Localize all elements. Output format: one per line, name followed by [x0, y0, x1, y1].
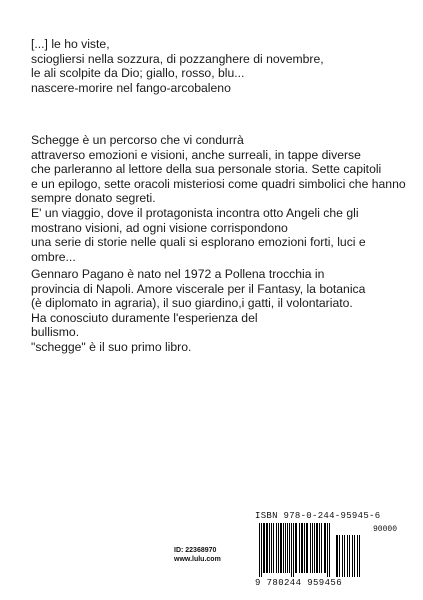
- synopsis-line: che parleranno al lettore della sua personale storia. Sette capitoli: [31, 162, 382, 177]
- barcode-bar: [316, 523, 318, 573]
- synopsis-line: Schegge è un percorso che vi condurrà: [31, 133, 244, 147]
- barcode-bar: [287, 523, 288, 573]
- synopsis-line: una serie di storie nelle quali si esplorano emozioni forti, luci e: [31, 235, 366, 250]
- barcode-bar: [321, 523, 322, 573]
- author-bio: [31, 267, 401, 355]
- barcode-bar: [283, 523, 284, 573]
- isbn-barcode: [255, 511, 413, 591]
- synopsis-line: E' un viaggio, dove il protagonista incontra otto Angeli che gli: [31, 205, 359, 220]
- publisher-badge: [174, 546, 244, 564]
- barcode-bar: [324, 523, 326, 573]
- barcode-bar: [299, 523, 300, 573]
- barcode-bar: [269, 523, 270, 573]
- barcode-bar: [289, 523, 290, 573]
- barcode-bar: [271, 523, 272, 573]
- barcode-bar: [273, 523, 274, 573]
- barcode-bar: [347, 535, 348, 577]
- bio-line: Gennaro Pagano è nato nel 1972 a Pollena trocchia in: [31, 267, 325, 281]
- synopsis-line: ombre...: [31, 249, 76, 264]
- barcode-bar: [306, 523, 308, 573]
- barcode-bar: [295, 523, 297, 573]
- barcode-bar: [329, 523, 330, 577]
- barcode-bar: [354, 535, 355, 577]
- epigraph-poem: [31, 37, 401, 95]
- publisher-id: ID: 22368970: [174, 547, 217, 554]
- barcode-bar: [261, 523, 262, 577]
- barcode-bar: [280, 523, 282, 573]
- synopsis-line: mostrano visioni, ad ogni visione corrispondono: [31, 220, 288, 235]
- poem-line: sciogliersi nella sozzura, di pozzanghere di novembre,: [31, 51, 324, 66]
- book-synopsis: [31, 133, 406, 264]
- bio-line: bullismo.: [31, 325, 80, 340]
- barcode-bar: [339, 535, 340, 577]
- bio-line: (è diplomato in agraria), il suo giardino,i gatti, il volontariato.: [31, 296, 353, 311]
- barcode-bar: [336, 535, 338, 577]
- bio-line: "schegge" è il suo primo libro.: [31, 339, 192, 354]
- barcode-bar: [357, 535, 358, 577]
- barcode-bar: [349, 535, 350, 577]
- synopsis-line: attraverso emozioni e visioni, anche surreali, in tappe diverse: [31, 147, 361, 162]
- barcode-bar: [259, 523, 260, 577]
- isbn-label: ISBN 978-0-244-95945-6: [255, 511, 381, 521]
- synopsis-line: sempre donato segreti.: [31, 191, 156, 206]
- barcode-bar: [327, 523, 328, 577]
- bio-line: provincia di Napoli. Amore viscerale per il Fantasy, la botanica: [31, 281, 366, 296]
- poem-line: nascere-morire nel fango-arcobaleno: [31, 80, 231, 95]
- barcode-bar: [276, 523, 277, 573]
- barcode-bar: [304, 523, 305, 573]
- poem-line: [...] le ho viste,: [31, 37, 110, 51]
- synopsis-line: e un epilogo, sette oracoli misteriosi come quadri simbolici che hanno: [31, 176, 406, 191]
- publisher-url: www.lulu.com: [174, 556, 221, 563]
- barcode-bar: [344, 535, 345, 577]
- barcode-bar: [342, 535, 343, 577]
- barcode-bar: [312, 523, 313, 573]
- barcode-bar: [285, 523, 286, 573]
- barcode-bar: [291, 523, 292, 577]
- barcode-bar: [293, 523, 294, 577]
- barcode-bar: [310, 523, 311, 573]
- barcode-bar: [278, 523, 279, 573]
- barcode-bar: [263, 523, 265, 573]
- bio-line: Ha conosciuto duramente l'esperienza del: [31, 310, 258, 325]
- barcode-bar: [301, 523, 303, 573]
- barcode-bar: [319, 523, 320, 573]
- barcode-digits: 9 780244 959456: [255, 578, 343, 588]
- barcode-bar: [314, 523, 315, 573]
- price-code: 90000: [373, 525, 398, 534]
- poem-line: le ali scolpite da Dio; giallo, rosso, blu...: [31, 66, 245, 81]
- barcode-bar: [352, 535, 353, 577]
- barcode-bar: [266, 523, 268, 573]
- barcode-bar: [359, 535, 360, 577]
